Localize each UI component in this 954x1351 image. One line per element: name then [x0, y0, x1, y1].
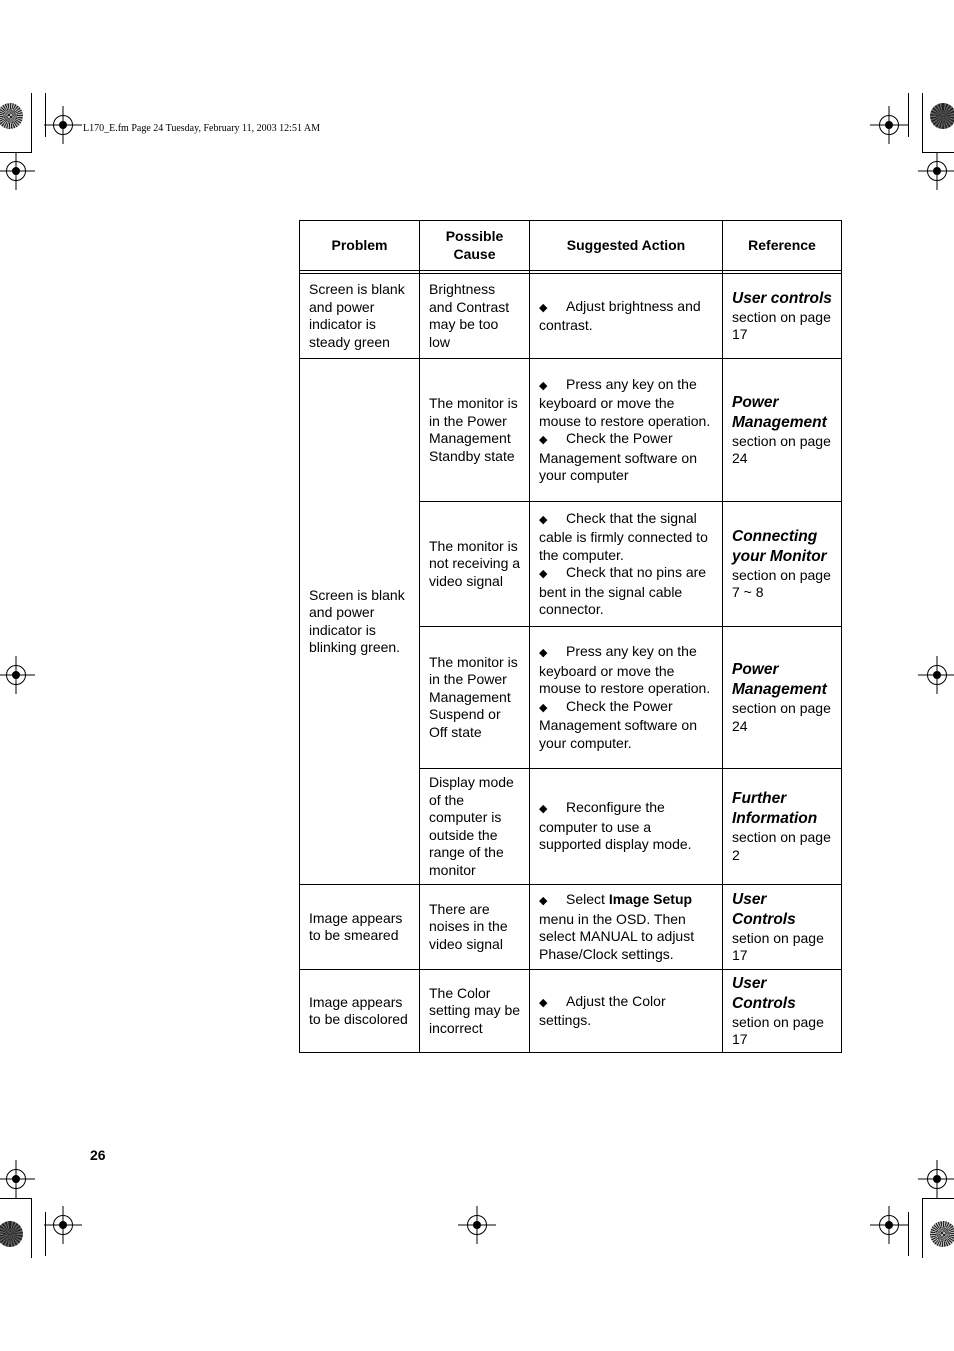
reference-cell — [723, 359, 842, 502]
diamond-bullet-icon: ◆ — [539, 379, 548, 392]
registration-mark-icon — [927, 161, 947, 181]
registration-mark-icon — [467, 1215, 487, 1235]
crop-mark — [0, 152, 31, 153]
reference-title: Power Management — [732, 393, 827, 431]
reference-title: Connecting your Monitor — [732, 527, 827, 565]
troubleshooting-table — [299, 220, 842, 1053]
page-number: 26 — [90, 1147, 106, 1163]
diamond-bullet-icon: ◆ — [539, 647, 548, 659]
registration-mark-icon — [6, 1169, 26, 1189]
registration-mark-icon — [53, 115, 73, 135]
cause-cell: The monitor is in the Power Management Standby state — [420, 359, 530, 502]
color-bar-star-icon — [0, 103, 23, 129]
action-cell: ◆ Check that the signal cable is firmly connected to the computer. ◆ Check that no pins are bent in the signal cable connector. — [530, 502, 723, 627]
reference-cell — [723, 274, 842, 359]
cause-cell: The monitor is not receiving a video signal — [420, 502, 530, 627]
cause-cell: The monitor is in the Power Management Suspend or Off state — [420, 627, 530, 769]
color-bar-star-icon — [930, 103, 954, 129]
crop-mark — [45, 1212, 46, 1256]
column-header-action: Suggested Action — [530, 221, 723, 271]
table-row — [300, 970, 842, 1053]
diamond-bullet-icon: ◆ — [539, 513, 548, 526]
crop-mark — [45, 93, 46, 137]
action-cell: ◆ Press any key on the keyboard or move the mouse to restore operation. ◆ Check the Power Management software on your computer. — [530, 627, 723, 769]
action-cell: ◆ Reconfigure the computer to use a supported display mode. — [530, 769, 723, 885]
crop-mark — [0, 1198, 31, 1199]
problem-cell: Image appears to be smeared — [300, 885, 420, 970]
registration-mark-icon — [6, 161, 26, 181]
action-cell: ◆ Press any key on the keyboard or move the mouse to restore operation. ◆ Check the Power Management software on your computer — [530, 359, 723, 502]
reference-title: Further Information — [732, 790, 818, 827]
registration-mark-icon — [879, 1215, 899, 1235]
diamond-bullet-icon: ◆ — [539, 803, 548, 816]
reference-title: User Controls — [732, 890, 796, 928]
column-header-problem: Problem — [300, 221, 420, 271]
action-cell: ◆ Adjust brightness and contrast. — [530, 274, 723, 359]
problem-cell: Image appears to be discolored — [300, 970, 420, 1053]
menu-name: Image Setup — [608, 891, 693, 907]
reference-text: section on page 24 — [732, 432, 831, 466]
color-bar-star-icon — [930, 1221, 954, 1247]
diamond-bullet-icon: ◆ — [539, 895, 548, 907]
diamond-bullet-icon: ◆ — [539, 568, 548, 580]
reference-cell — [723, 627, 842, 769]
registration-mark-icon — [6, 665, 26, 685]
crop-mark — [922, 152, 954, 153]
reference-title: User controls — [732, 289, 832, 307]
reference-text: section on page 17 — [732, 308, 831, 342]
problem-cell: Screen is blank and power indicator is steady green — [300, 274, 420, 359]
reference-text: setion on page 17 — [732, 1013, 824, 1047]
reference-text: section on page 2 — [732, 829, 831, 863]
crop-mark — [31, 1198, 32, 1258]
cause-cell: Display mode of the computer is outside the range of the monitor — [420, 769, 530, 885]
action-cell: ◆ Adjust the Color settings. — [530, 970, 723, 1053]
reference-cell — [723, 885, 842, 970]
crop-mark — [908, 93, 909, 137]
color-bar-star-icon — [0, 1221, 23, 1247]
reference-cell — [723, 970, 842, 1053]
diamond-bullet-icon: ◆ — [539, 301, 548, 314]
reference-text: section on page 24 — [732, 700, 831, 734]
cause-cell: There are noises in the video signal — [420, 885, 530, 970]
crop-mark — [922, 1198, 954, 1199]
table-header-row — [300, 221, 842, 271]
cause-cell: Brightness and Contrast may be too low — [420, 274, 530, 359]
crop-mark — [922, 93, 923, 153]
crop-mark — [908, 1212, 909, 1256]
reference-text: setion on page 17 — [732, 929, 824, 963]
action-cell: ◆ Select Image Setup menu in the OSD. Then select MANUAL to adjust Phase/Clock settings. — [530, 885, 723, 970]
reference-text: section on page 7 ~ 8 — [732, 566, 831, 600]
crop-mark — [922, 1198, 923, 1258]
column-header-reference: Reference — [723, 221, 842, 271]
diamond-bullet-icon: ◆ — [539, 701, 548, 714]
table-row — [300, 885, 842, 970]
diamond-bullet-icon: ◆ — [539, 996, 548, 1009]
problem-cell: Screen is blank and power indicator is blinking green. — [300, 359, 420, 885]
file-header-line: L170_E.fm Page 24 Tuesday, February 11, 2003 12:51 AM — [83, 123, 321, 134]
column-header-cause: Possible Cause — [420, 221, 530, 271]
reference-cell — [723, 502, 842, 627]
reference-title: Power Management — [732, 661, 827, 698]
table-row — [300, 274, 842, 359]
reference-title: User Controls — [732, 974, 796, 1012]
diamond-bullet-icon: ◆ — [539, 434, 548, 446]
crop-mark — [31, 93, 32, 153]
registration-mark-icon — [53, 1215, 73, 1235]
registration-mark-icon — [879, 115, 899, 135]
registration-mark-icon — [927, 1169, 947, 1189]
table-row — [300, 359, 842, 502]
cause-cell: The Color setting may be incorrect — [420, 970, 530, 1053]
reference-cell — [723, 769, 842, 885]
registration-mark-icon — [927, 665, 947, 685]
